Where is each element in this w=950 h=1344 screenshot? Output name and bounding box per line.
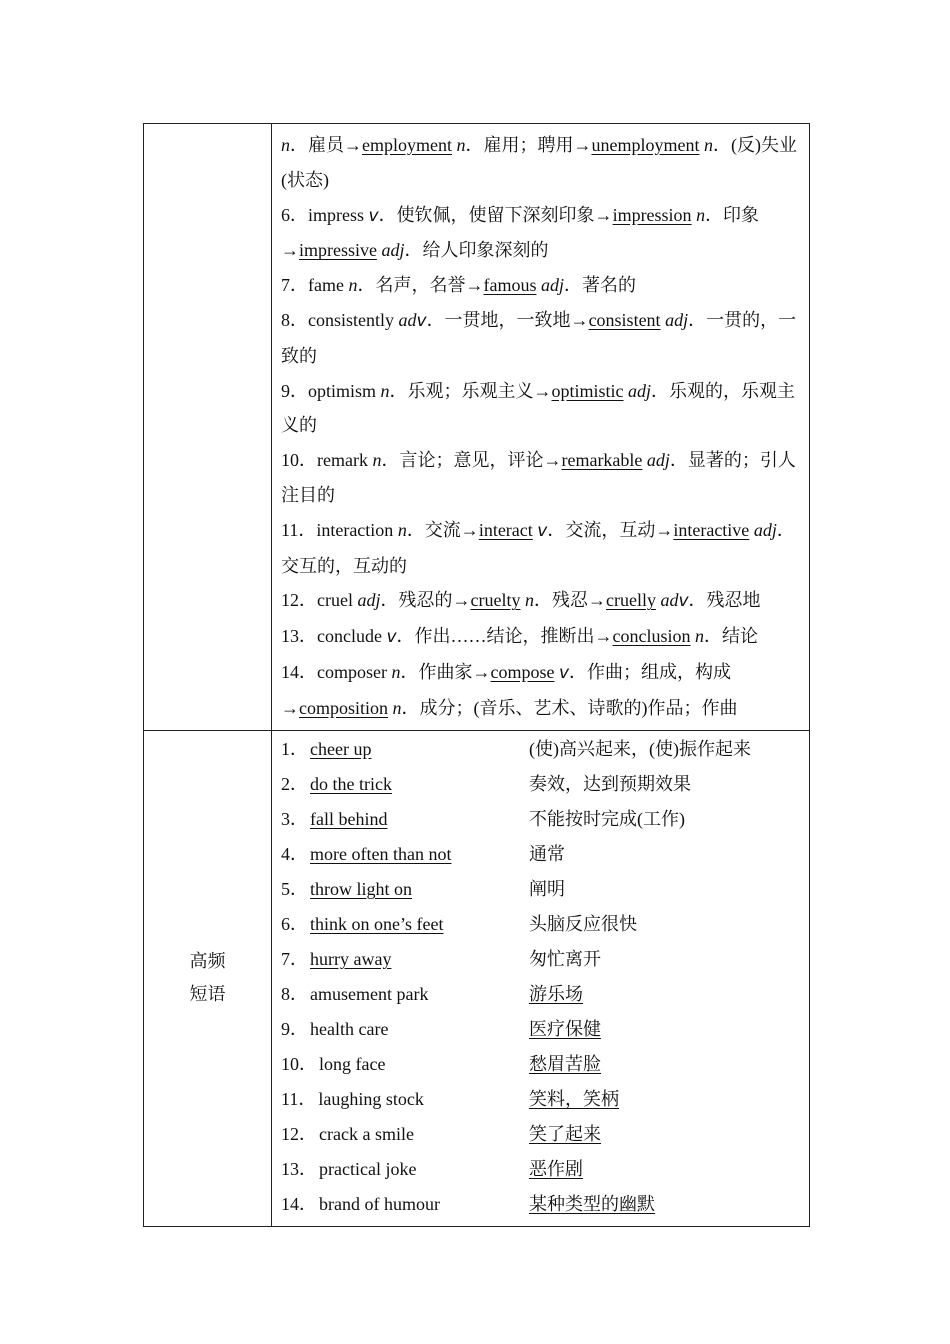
phrase-english-col (281, 1190, 529, 1216)
word-entry (281, 443, 799, 513)
word-entry (281, 303, 799, 374)
word-entry (281, 583, 799, 619)
entry-text: n (281, 135, 290, 155)
entry-text: v (558, 662, 570, 683)
phrase-chinese-col (529, 840, 799, 866)
phrase-row (281, 766, 799, 801)
phrase-english: brand of humour (319, 1194, 440, 1215)
word-entry (281, 128, 799, 198)
phrase-chinese: 某种类型的幽默 (529, 1194, 655, 1215)
phrase-english-col (281, 735, 529, 761)
entry-text: ．残忍地 (688, 590, 761, 611)
entry-text: 10．remark (281, 450, 373, 471)
word-entry (281, 619, 799, 655)
entry-text: ．使钦佩，使留下深刻印象→ (378, 204, 613, 225)
phrase-english: crack a smile (319, 1124, 414, 1145)
phrase-row (281, 1186, 799, 1221)
entry-text: ．乐观的，乐观主义的 (281, 380, 796, 436)
phrase-list (272, 731, 809, 1226)
phrase-english: think on one’s feet (310, 914, 444, 935)
entry-text: ．残忍的→ (380, 590, 471, 611)
entry-text: ．交流，互动→ (547, 519, 674, 540)
entry-text: adj (357, 590, 381, 611)
entry-text: adj (753, 519, 777, 540)
phrase-english-col (281, 1155, 529, 1181)
entry-text: n (696, 204, 706, 225)
phrases-label-line2: 短语 (189, 984, 226, 1006)
entry-text: ．给人印象深刻的 (404, 240, 549, 261)
phrase-number: 10． (281, 1054, 317, 1075)
entry-text: 8．consistently (281, 309, 399, 330)
phrase-chinese: 医疗保健 (529, 1019, 601, 1040)
entry-text: 13．conclude (281, 626, 387, 647)
answer-word: cruelty (470, 590, 521, 611)
phrase-chinese-col (529, 875, 799, 901)
phrase-chinese: 奏效，达到预期效果 (529, 774, 691, 795)
answer-word: remarkable (561, 450, 643, 471)
entry-text: ad (660, 590, 679, 611)
entry-text: 12．cruel (281, 590, 358, 611)
word-entry (281, 374, 799, 444)
entry-text: v (368, 205, 379, 226)
entry-text: 14．composer (281, 661, 392, 682)
entry-text: n (380, 380, 390, 401)
entry-text: v (678, 591, 689, 612)
phrase-number: 12． (281, 1124, 317, 1145)
entry-text: ．交互的，互动的 (281, 519, 795, 576)
phrase-row (281, 801, 799, 836)
entry-text: 9．optimism (281, 380, 381, 401)
entry-text: adj (381, 240, 405, 261)
phrases-cell (272, 730, 810, 1226)
entry-text: ．一贯地，一致地→ (426, 309, 589, 330)
phrase-row (281, 1046, 799, 1081)
phrase-chinese: 恶作剧 (529, 1159, 583, 1180)
entry-text: ．名声，名誉→ (357, 275, 484, 296)
phrase-chinese: 笑料，笑柄 (529, 1089, 619, 1110)
phrases-label (190, 945, 226, 1011)
entry-text: n (392, 697, 402, 718)
phrase-row (281, 1081, 799, 1116)
phrase-english-col (281, 1120, 529, 1146)
vocabulary-table (143, 123, 810, 1227)
phrase-english-col (281, 840, 529, 866)
entry-text: n (391, 661, 401, 682)
entry-text: ．乐观；乐观主义→ (389, 380, 552, 401)
phrase-chinese-col (529, 1085, 799, 1111)
phrase-english: fall behind (310, 809, 388, 830)
word-entries-list (272, 124, 809, 730)
word-entry (281, 513, 799, 584)
phrase-chinese: (使)高兴起来，(使)振作起来 (529, 739, 751, 760)
answer-word: optimistic (551, 380, 624, 401)
phrase-number: 14． (281, 1194, 317, 1215)
phrase-chinese-col (529, 1190, 799, 1216)
entry-text: 6．impress (281, 204, 369, 225)
phrases-label-cell (144, 730, 272, 1226)
answer-word: famous (483, 275, 537, 296)
answer-word: cruelly (605, 590, 656, 611)
phrase-chinese: 通常 (529, 844, 565, 865)
answer-word: consistent (588, 309, 661, 330)
entry-text: ．著名的 (564, 275, 636, 296)
entry-text: n (348, 275, 358, 296)
phrase-chinese-col (529, 1120, 799, 1146)
entry-text: adj (540, 275, 564, 296)
phrase-number: 4． (281, 844, 308, 865)
phrase-chinese: 不能按时完成(工作) (529, 809, 685, 830)
entry-text: ．雇用；聘用→ (465, 135, 592, 155)
answer-word: unemployment (591, 135, 700, 155)
phrase-english: health care (310, 1019, 389, 1040)
entry-text: ．作出……结论，推断出→ (396, 626, 613, 647)
entry-text: ．作曲；组成，构成→ (281, 661, 732, 718)
phrase-english: throw light on (310, 879, 412, 900)
phrase-english: hurry away (310, 949, 392, 970)
phrase-chinese: 愁眉苦脸 (529, 1054, 601, 1075)
entry-text: n (397, 519, 407, 540)
entry-text: adj (665, 309, 689, 330)
entry-text: 11．interaction (281, 519, 398, 540)
phrase-chinese: 匆忙离开 (529, 949, 601, 970)
phrase-chinese-col (529, 910, 799, 936)
entry-text: ．印象→ (281, 204, 760, 261)
phrase-number: 6． (281, 914, 308, 935)
phrase-english-col (281, 910, 529, 936)
phrase-row (281, 731, 799, 766)
entry-text: ．(反)失业(状态) (281, 135, 797, 190)
entry-text: n (372, 450, 382, 471)
entry-text: v (386, 627, 397, 648)
answer-word: compose (490, 661, 555, 682)
phrase-english: cheer up (310, 739, 372, 760)
phrase-chinese-col (529, 980, 799, 1006)
phrase-chinese-col (529, 770, 799, 796)
phrase-chinese-col (529, 945, 799, 971)
entry-text: n (456, 135, 466, 155)
entry-text: n (703, 135, 713, 155)
entry-text: v (537, 520, 548, 541)
phrases-label-line1: 高频 (189, 951, 226, 973)
entry-text: adj (628, 380, 652, 401)
phrase-english: do the trick (310, 774, 392, 795)
phrase-chinese: 笑了起来 (529, 1124, 601, 1145)
phrase-row (281, 1116, 799, 1151)
entry-text: v (416, 310, 427, 331)
phrase-number: 2． (281, 774, 308, 795)
answer-word: conclusion (612, 626, 691, 647)
word-entry (281, 198, 799, 269)
word-forms-cell (272, 124, 810, 731)
phrase-number: 11． (281, 1089, 317, 1110)
entry-text: ．一贯的，一致的 (281, 309, 797, 366)
answer-word: interact (478, 519, 533, 540)
phrases-row (144, 730, 810, 1226)
word-forms-label-cell (144, 124, 272, 731)
phrase-chinese-col (529, 1155, 799, 1181)
phrase-row (281, 906, 799, 941)
phrase-english-col (281, 1015, 529, 1041)
entry-text: n (695, 626, 705, 647)
phrase-row (281, 1151, 799, 1186)
answer-word: employment (362, 135, 452, 155)
phrases-label-wrap (144, 731, 271, 1226)
phrase-english: amusement park (310, 984, 429, 1005)
phrase-english: more often than not (310, 844, 452, 865)
phrase-number: 9． (281, 1019, 308, 1040)
entry-text: ．显著的；引人注目的 (281, 450, 796, 505)
phrase-row (281, 871, 799, 906)
phrase-number: 13． (281, 1159, 317, 1180)
answer-word: impressive (299, 240, 377, 261)
phrase-english-col (281, 1050, 529, 1076)
answer-word: impression (612, 204, 692, 225)
phrase-chinese: 游乐场 (529, 984, 583, 1005)
phrase-row (281, 976, 799, 1011)
phrase-number: 1． (281, 739, 308, 760)
answer-word: interactive (673, 519, 750, 540)
phrase-number: 5． (281, 879, 308, 900)
phrase-english: long face (319, 1054, 386, 1075)
entry-text: ad (398, 309, 417, 330)
phrase-english-col (281, 770, 529, 796)
phrase-row (281, 836, 799, 871)
word-entry (281, 655, 799, 726)
phrase-english-col (281, 1085, 529, 1111)
phrase-english: laughing stock (318, 1089, 424, 1110)
phrase-english-col (281, 875, 529, 901)
phrase-row (281, 1011, 799, 1046)
phrase-chinese-col (529, 1050, 799, 1076)
word-entry (281, 268, 799, 303)
phrase-chinese-col (529, 1015, 799, 1041)
phrase-chinese-col (529, 735, 799, 761)
entry-text: ．成分；(音乐、艺术、诗歌的)作品；作曲 (401, 697, 738, 718)
entry-text: n (524, 590, 534, 611)
phrase-english-col (281, 980, 529, 1006)
entry-text: 7．fame (281, 275, 349, 296)
phrase-row (281, 941, 799, 976)
answer-word: composition (299, 697, 388, 718)
entry-text: ．言论；意见，评论→ (381, 450, 562, 471)
phrase-english-col (281, 945, 529, 971)
entry-text: ．残忍→ (533, 590, 606, 611)
phrase-number: 3． (281, 809, 308, 830)
phrase-chinese: 头脑反应很快 (529, 914, 637, 935)
phrase-english: practical joke (319, 1159, 417, 1180)
phrase-number: 8． (281, 984, 308, 1005)
phrase-number: 7． (281, 949, 308, 970)
phrase-chinese-col (529, 805, 799, 831)
word-forms-row (144, 124, 810, 731)
phrase-english-col (281, 805, 529, 831)
phrase-chinese: 阐明 (529, 879, 565, 900)
entry-text: ．结论 (704, 626, 759, 647)
entry-text: ．作曲家→ (400, 661, 491, 682)
entry-text: ．雇员→ (290, 135, 362, 155)
entry-text: ．交流→ (406, 519, 479, 540)
entry-text: adj (646, 450, 670, 471)
